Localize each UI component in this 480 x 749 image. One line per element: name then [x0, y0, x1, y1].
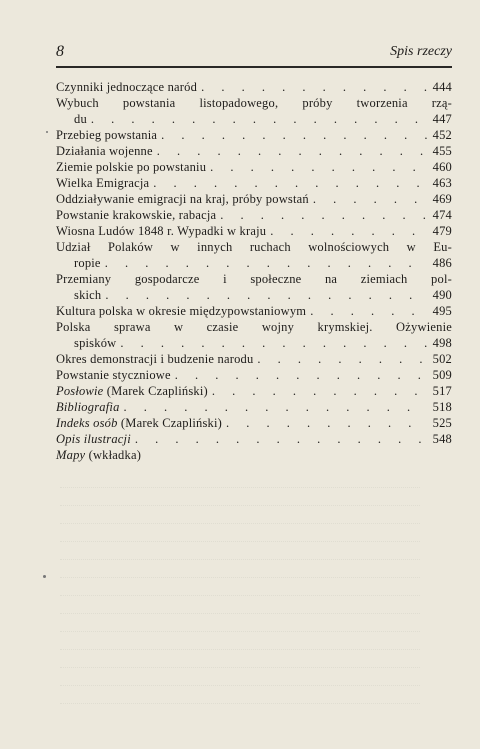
- toc-entry-line: [56, 351, 452, 367]
- toc-entry-title-text: Działania wojenne: [56, 144, 153, 158]
- toc-page-number: 452: [432, 128, 452, 142]
- toc-entry-title-text: Wiosna Ludów 1848 r. Wypadki w kraju: [56, 224, 267, 238]
- toc-entry-line: [56, 175, 452, 191]
- dot-leader: [120, 399, 427, 415]
- toc-entry-line: [56, 335, 452, 351]
- toc-entry-title: [56, 399, 120, 415]
- toc-entry-line: [56, 399, 452, 415]
- toc-entry-title: [74, 255, 101, 271]
- toc-entry-title: [56, 191, 309, 207]
- toc-entry-title-text: (wkładka): [85, 448, 142, 462]
- toc-entry-title: [56, 303, 306, 319]
- toc-entry-title-text: Kultura polska w okresie międzypowstaniowym: [56, 304, 307, 318]
- dot-leader: [131, 431, 427, 447]
- dot-leader: [149, 175, 426, 191]
- toc-entry-title-text: Wielka Emigracja: [56, 176, 150, 190]
- toc-page-number: 518: [432, 400, 452, 414]
- toc-entry: [56, 191, 452, 207]
- toc-entry: [56, 127, 452, 143]
- toc-entry: [56, 367, 452, 383]
- toc-page-number: 469: [432, 192, 452, 206]
- toc-entry-title: [56, 207, 216, 223]
- toc-entry-title-line: Wybuch powstania listopadowego, próby tworzenia rzą-: [56, 96, 452, 110]
- toc-entry: [56, 431, 452, 447]
- toc-entry: [56, 239, 452, 271]
- toc-entry-line: [56, 207, 452, 223]
- toc-entry-title: [74, 287, 101, 303]
- toc-entry-title: [56, 143, 153, 159]
- toc-entry-title: [74, 111, 87, 127]
- toc-page-number: 460: [432, 160, 452, 174]
- toc-entry-title: [56, 127, 157, 143]
- toc-entry-line: [56, 191, 452, 207]
- toc-entry-title-text: du: [74, 112, 87, 126]
- toc-entry-line: [56, 287, 452, 303]
- dot-leader: [266, 223, 426, 239]
- toc-page-number: 444: [432, 80, 452, 94]
- toc-entry-title-text: Ziemie polskie po powstaniu: [56, 160, 207, 174]
- toc-page-number: 525: [432, 416, 452, 430]
- toc-entry: [56, 351, 452, 367]
- table-of-contents: [56, 79, 452, 463]
- toc-page-number: 486: [432, 256, 452, 270]
- dot-leader: [253, 351, 426, 367]
- toc-entry-title-line: Przemiany gospodarcze i społeczne na ziemiach pol-: [56, 272, 452, 286]
- dot-leader: [208, 383, 427, 399]
- toc-entry-title-text: ropie: [74, 256, 101, 270]
- toc-entry-line: [56, 111, 452, 127]
- toc-entry-line: [56, 415, 452, 431]
- toc-entry-title: [56, 415, 222, 431]
- toc-entry: [56, 207, 452, 223]
- toc-entry-title: [56, 351, 253, 367]
- toc-entry: [56, 175, 452, 191]
- toc-entry-title: [56, 383, 208, 399]
- dot-leader: [87, 111, 427, 127]
- toc-entry: [56, 223, 452, 239]
- toc-page-number: 502: [432, 352, 452, 366]
- toc-page-number: 548: [432, 432, 452, 446]
- dot-leader: [101, 255, 427, 271]
- toc-page-number: 463: [432, 176, 452, 190]
- toc-entry-title: [56, 175, 149, 191]
- dot-leader: [157, 127, 427, 143]
- header-rule: [56, 66, 452, 68]
- toc-entry-title: [56, 447, 141, 463]
- toc-entry: [56, 383, 452, 399]
- dot-leader: [171, 367, 427, 383]
- page-number: 8: [56, 43, 64, 60]
- toc-entry-title-text: Powstanie krakowskie, rabacja: [56, 208, 217, 222]
- dot-leader: [197, 79, 427, 95]
- toc-entry-title-line: Udział Polaków w innych ruchach wolnościowych w Eu-: [56, 240, 452, 254]
- toc-entry: [56, 159, 452, 175]
- dot-leader: [101, 287, 426, 303]
- dot-leader: [216, 207, 426, 223]
- toc-entry-line: [56, 367, 452, 383]
- toc-entry-title-text: Powstanie styczniowe: [56, 368, 171, 382]
- toc-entry-title-text: (Marek Czapliński): [103, 384, 208, 398]
- toc-entry-title-text: Przebieg powstania: [56, 128, 158, 142]
- toc-entry-title: [56, 79, 197, 95]
- toc-entry-italic-title: Posłowie: [56, 384, 104, 398]
- toc-page-number: 447: [432, 112, 452, 126]
- toc-entry-italic-title: Opis ilustracji: [56, 432, 131, 446]
- page-header: [56, 43, 452, 65]
- toc-entry: [56, 447, 452, 463]
- toc-page-number: 479: [432, 224, 452, 238]
- toc-page-number: 509: [432, 368, 452, 382]
- toc-entry-line: [56, 79, 452, 95]
- toc-entry-italic-title: Indeks osób: [56, 416, 118, 430]
- dot-leader: [206, 159, 426, 175]
- toc-entry-title-text: Czynniki jednoczące naród: [56, 80, 198, 94]
- toc-entry: [56, 319, 452, 351]
- running-title: Spis rzeczy: [390, 44, 452, 59]
- toc-entry-line: [56, 127, 452, 143]
- toc-entry-line: [56, 223, 452, 239]
- dot-leader: [153, 143, 427, 159]
- toc-entry-title-text: skich: [74, 288, 102, 302]
- toc-entry-line: [56, 303, 452, 319]
- toc-entry: [56, 303, 452, 319]
- toc-entry-line: [56, 255, 452, 271]
- toc-entry-title-text: Oddziaływanie emigracji na kraj, próby powstań: [56, 192, 309, 206]
- toc-entry-line: [56, 143, 452, 159]
- toc-entry-title: [56, 159, 206, 175]
- toc-entry-title: [74, 335, 116, 351]
- toc-entry-title-text: Okres demonstracji i budzenie narodu: [56, 352, 254, 366]
- toc-entry: [56, 143, 452, 159]
- show-through-text: [60, 470, 420, 704]
- toc-entry-line: [56, 431, 452, 447]
- toc-page-number: 474: [432, 208, 452, 222]
- toc-entry: [56, 399, 452, 415]
- toc-entry-title-text: spisków: [74, 336, 117, 350]
- toc-entry: [56, 95, 452, 127]
- toc-entry-italic-title: Bibliografia: [56, 400, 120, 414]
- toc-entry-line: [56, 447, 452, 463]
- toc-page-number: 490: [432, 288, 452, 302]
- toc-entry-title-text: (Marek Czapliński): [117, 416, 223, 430]
- toc-entry-title: [56, 223, 266, 239]
- toc-entry-italic-title: Mapy: [56, 448, 86, 462]
- toc-entry-title: [56, 367, 171, 383]
- toc-entry-title: [56, 431, 131, 447]
- toc-page-number: 455: [432, 144, 452, 158]
- dot-leader: [306, 303, 426, 319]
- dot-leader: [309, 191, 427, 207]
- toc-entry: [56, 415, 452, 431]
- paper-speck: [46, 131, 48, 133]
- toc-page-number: 517: [432, 384, 452, 398]
- toc-entry-line: [56, 383, 452, 399]
- toc-page-number: 495: [432, 304, 452, 318]
- toc-entry-line: [56, 159, 452, 175]
- toc-entry: [56, 79, 452, 95]
- dot-leader: [116, 335, 426, 351]
- dot-leader: [222, 415, 427, 431]
- toc-entry-title-line: Polska sprawa w czasie wojny krymskiej. Ożywienie: [56, 320, 452, 334]
- toc-page-number: 498: [432, 336, 452, 350]
- toc-entry: [56, 271, 452, 303]
- paper-speck: [43, 575, 46, 578]
